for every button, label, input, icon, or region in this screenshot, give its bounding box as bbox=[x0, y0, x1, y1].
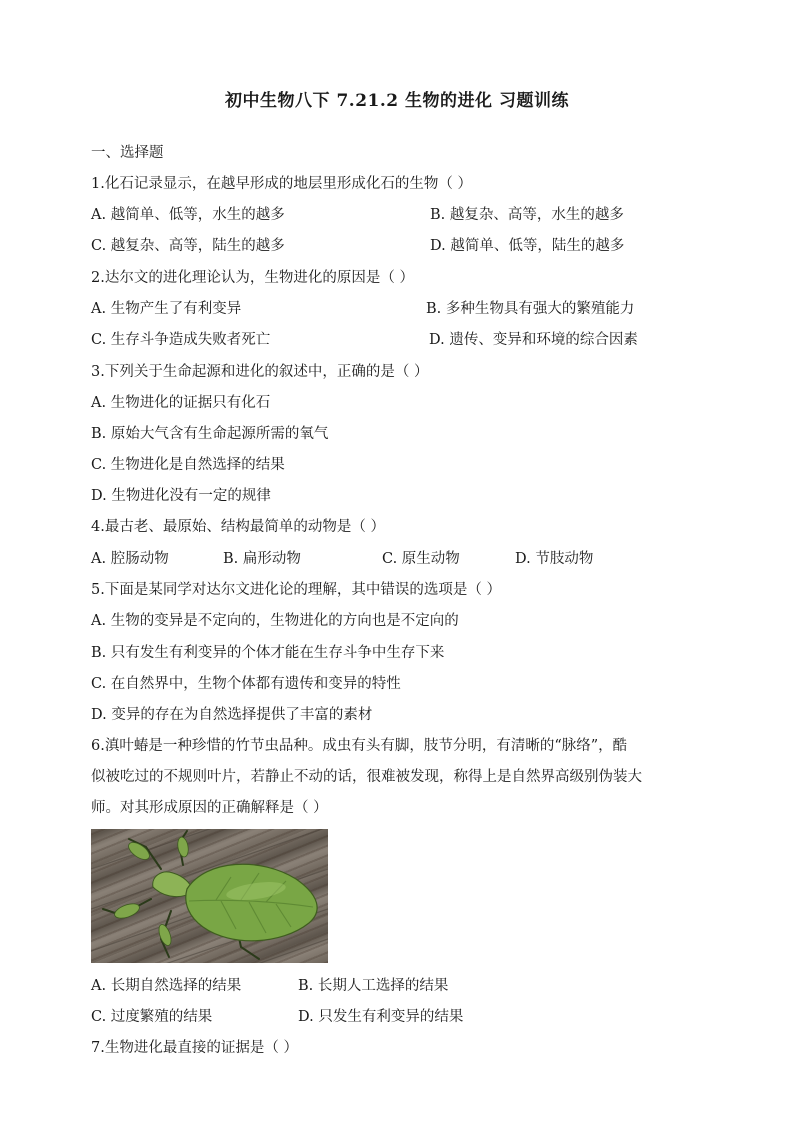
q3-option-c: C. 生物进化是自然选择的结果 bbox=[91, 457, 285, 473]
q5-option-a: A. 生物的变异是不定向的，生物进化的方向也是不定向的 bbox=[91, 613, 459, 629]
q2-option-a: A. 生物产生了有利变异 bbox=[91, 301, 242, 317]
question-3-stem: 3.下列关于生命起源和进化的叙述中，正确的是（ ） bbox=[91, 364, 429, 380]
question-1-options-row-1 bbox=[91, 205, 624, 225]
question-6-stem-line-1: 6.滇叶蝽是一种珍惜的竹节虫品种。成虫有头有脚，肢节分明，有清晰的“脉络”，酷 bbox=[91, 738, 628, 754]
q1-option-d: D. 越简单、低等，陆生的越多 bbox=[430, 238, 625, 254]
q6-option-a: A. 长期自然选择的结果 bbox=[91, 978, 242, 994]
question-6-options-row-1 bbox=[91, 976, 449, 996]
question-6-stem-line-3: 师。对其形成原因的正确解释是（ ） bbox=[91, 800, 328, 816]
q4-option-d: D. 节肢动物 bbox=[515, 551, 594, 567]
q6-option-d: D. 只发生有利变异的结果 bbox=[298, 1009, 464, 1025]
q3-option-b: B. 原始大气含有生命起源所需的氧气 bbox=[91, 426, 329, 442]
question-4-options-row bbox=[91, 549, 594, 569]
q4-option-a: A. 腔肠动物 bbox=[91, 551, 169, 567]
question-6-options-row-2 bbox=[91, 1007, 464, 1027]
q3-option-d: D. 生物进化没有一定的规律 bbox=[91, 488, 271, 504]
question-4-stem: 4.最古老、最原始、结构最简单的动物是（ ） bbox=[91, 519, 385, 535]
question-2-options-row-1 bbox=[91, 299, 635, 319]
q3-option-a: A. 生物进化的证据只有化石 bbox=[91, 395, 271, 411]
section-heading: 一、选择题 bbox=[91, 145, 164, 161]
question-7-stem: 7.生物进化最直接的证据是（ ） bbox=[91, 1040, 298, 1056]
question-5-stem: 5.下面是某同学对达尔文进化论的理解，其中错误的选项是（ ） bbox=[91, 582, 501, 598]
leaf-insect-photo bbox=[91, 829, 328, 963]
q2-option-b: B. 多种生物具有强大的繁殖能力 bbox=[426, 301, 635, 317]
question-2-stem: 2.达尔文的进化理论认为，生物进化的原因是（ ） bbox=[91, 270, 414, 286]
q1-option-c: C. 越复杂、高等，陆生的越多 bbox=[91, 238, 285, 254]
q6-option-b: B. 长期人工选择的结果 bbox=[298, 978, 449, 994]
document-title: 初中生物八下 7.21.2 生物的进化 习题训练 bbox=[225, 91, 569, 111]
question-1-options-row-2 bbox=[91, 236, 625, 256]
question-1-stem: 1.化石记录显示，在越早形成的地层里形成化石的生物（ ） bbox=[91, 176, 472, 192]
q2-option-d: D. 遗传、变异和环境的综合因素 bbox=[429, 332, 638, 348]
q5-option-c: C. 在自然界中，生物个体都有遗传和变异的特性 bbox=[91, 676, 401, 692]
q5-option-d: D. 变异的存在为自然选择提供了丰富的素材 bbox=[91, 707, 373, 723]
question-2-options-row-2 bbox=[91, 330, 638, 350]
q4-option-b: B. 扁形动物 bbox=[223, 551, 301, 567]
q6-option-c: C. 过度繁殖的结果 bbox=[91, 1009, 213, 1025]
question-6-stem-line-2: 似被吃过的不规则叶片，若静止不动的话，很难被发现，称得上是自然界高级别伪装大 bbox=[91, 769, 642, 785]
q1-option-b: B. 越复杂、高等，水生的越多 bbox=[430, 207, 624, 223]
q4-option-c: C. 原生动物 bbox=[382, 551, 460, 567]
q2-option-c: C. 生存斗争造成失败者死亡 bbox=[91, 332, 271, 348]
q1-option-a: A. 越简单、低等，水生的越多 bbox=[91, 207, 285, 223]
q5-option-b: B. 只有发生有利变异的个体才能在生存斗争中生存下来 bbox=[91, 645, 445, 661]
